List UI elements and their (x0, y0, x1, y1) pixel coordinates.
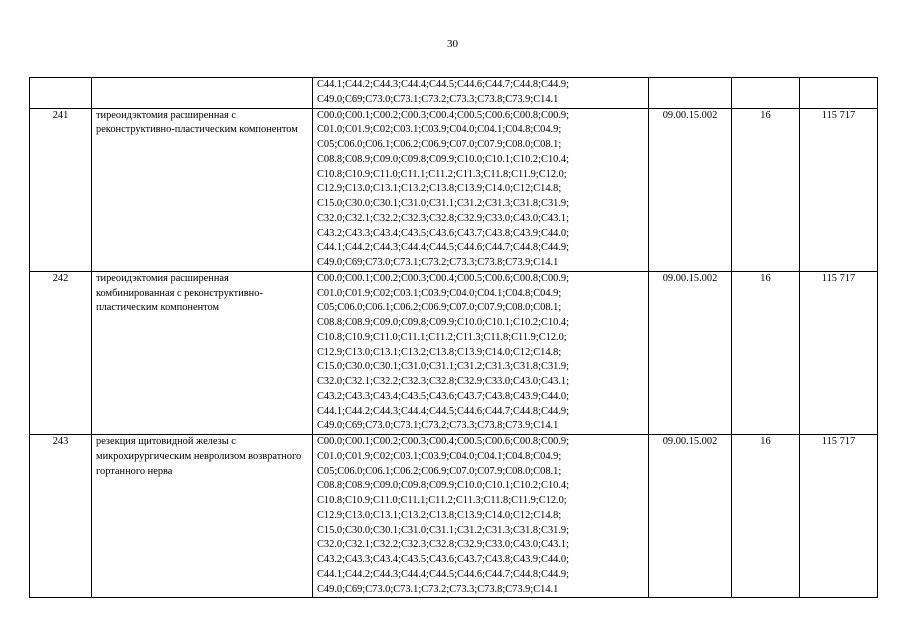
tariff-table (29, 77, 878, 598)
model-cell: 09.00.15.002 (649, 108, 732, 271)
group-cell: 16 (732, 108, 800, 271)
code-line: C00.0;C00.1;C00.2;C00.3;C00.4;C00.5;C00.6;C00.8;C00.9; (317, 272, 570, 284)
code-line: C12.9;C13.0;C13.1;C13.2;C13.8;C13.9;C14.0;C12;C14.8; (317, 346, 562, 358)
code-line: C15.0;C30.0;C30.1;C31.0;C31.1;C31.2;C31.3;C31.8;C31.9; (317, 524, 570, 536)
num-cell: 242 (30, 271, 92, 434)
code-line: C43.2;C43.3;C43.4;C43.5;C43.6;C43.7;C43.8;C43.9;C44.0; (317, 390, 570, 402)
name-cell: тиреоидэктомия расширенная комбинированная с реконструктивно-пластическим компонентом (92, 271, 313, 434)
code-line: C08.8;C08.9;C09.0;C09.8;C09.9;C10.0;C10.1;C10.2;C10.4; (317, 480, 570, 492)
code-line: C44.1;C44.2;C44.3;C44.4;C44.5;C44.6;C44.7;C44.8;C44.9; (317, 568, 570, 580)
price-cell: 115 717 (800, 108, 878, 271)
code-line: C00.0;C00.1;C00.2;C00.3;C00.4;C00.5;C00.6;C00.8;C00.9; (317, 109, 570, 121)
code-line: C44.1;C44.2;C44.3;C44.4;C44.5;C44.6;C44.7;C44.8;C44.9; (317, 79, 570, 90)
name-cell (92, 78, 313, 109)
continuation-row (30, 78, 878, 109)
name-cell: резекция щитовидной железы с микрохирургическим невролизом возвратного гортанного нерва (92, 435, 313, 598)
price-cell: 115 717 (800, 271, 878, 434)
name-cell: тиреоидэктомия расширенная с реконструктивно-пластическим компонентом (92, 108, 313, 271)
code-line: C49.0;C69;C73.0;C73.1;C73.2;C73.3;C73.8;C73.9;C14.1 (317, 420, 559, 432)
code-line: C15.0;C30.0;C30.1;C31.0;C31.1;C31.2;C31.3;C31.8;C31.9; (317, 198, 570, 209)
code-line: C12.9;C13.0;C13.1;C13.2;C13.8;C13.9;C14.0;C12;C14.8; (317, 183, 562, 195)
code-line: C08.8;C08.9;C09.0;C09.8;C09.9;C10.0;C10.1;C10.2;C10.4; (317, 153, 570, 165)
code-line: C01.0;C01.9;C02;C03.1;C03.9;C04.0;C04.1;C04.8;C04.9; (317, 450, 562, 462)
group-cell (732, 78, 800, 109)
code-line: C10.8;C10.9;C11.0;C11.1;C11.2;C11.3;C11.8;C11.9;C12.0; (317, 495, 567, 506)
model-cell: 09.00.15.002 (649, 435, 732, 598)
code-line: C32.0;C32.1;C32.2;C32.3;C32.8;C32.9;C33.0;C43.0;C43.1; (317, 212, 570, 224)
code-line: C10.8;C10.9;C11.0;C11.1;C11.2;C11.3;C11.8;C11.9;C12.0; (317, 331, 567, 343)
code-line: C44.1;C44.2;C44.3;C44.4;C44.5;C44.6;C44.7;C44.8;C44.9; (317, 242, 570, 254)
price-cell: 115 717 (800, 435, 878, 598)
code-line: C43.2;C43.3;C43.4;C43.5;C43.6;C43.7;C43.8;C43.9;C44.0; (317, 227, 570, 239)
codes-cell (313, 78, 649, 109)
price-cell (800, 78, 878, 109)
code-line: C01.0;C01.9;C02;C03.1;C03.9;C04.0;C04.1;C04.8;C04.9; (317, 287, 562, 299)
num-cell: 241 (30, 108, 92, 271)
table-row (30, 271, 878, 434)
model-cell (649, 78, 732, 109)
group-cell: 16 (732, 435, 800, 598)
code-line: C12.9;C13.0;C13.1;C13.2;C13.8;C13.9;C14.0;C12;C14.8; (317, 509, 562, 521)
code-line: C49.0;C69;C73.0;C73.1;C73.2;C73.3;C73.8;C73.9;C14.1 (317, 93, 559, 105)
code-line: C49.0;C69;C73.0;C73.1;C73.2;C73.3;C73.8;C73.9;C14.1 (317, 583, 559, 595)
code-line: C49.0;C69;C73.0;C73.1;C73.2;C73.3;C73.8;C73.9;C14.1 (317, 257, 559, 268)
num-cell (30, 78, 92, 109)
code-line: C32.0;C32.1;C32.2;C32.3;C32.8;C32.9;C33.0;C43.0;C43.1; (317, 539, 570, 551)
code-line: C44.1;C44.2;C44.3;C44.4;C44.5;C44.6;C44.7;C44.8;C44.9; (317, 405, 570, 417)
codes-cell (313, 435, 649, 598)
group-cell: 16 (732, 271, 800, 434)
codes-cell (313, 108, 649, 271)
code-line: C10.8;C10.9;C11.0;C11.1;C11.2;C11.3;C11.8;C11.9;C12.0; (317, 168, 567, 180)
code-line: C05;C06.0;C06.1;C06.2;C06.9;C07.0;C07.9;C08.0;C08.1; (317, 302, 562, 314)
code-line: C15.0;C30.0;C30.1;C31.0;C31.1;C31.2;C31.3;C31.8;C31.9; (317, 361, 570, 373)
code-line: C05;C06.0;C06.1;C06.2;C06.9;C07.0;C07.9;C08.0;C08.1; (317, 139, 562, 150)
code-line: C01.0;C01.9;C02;C03.1;C03.9;C04.0;C04.1;C04.8;C04.9; (317, 124, 562, 136)
code-line: C00.0;C00.1;C00.2;C00.3;C00.4;C00.5;C00.6;C00.8;C00.9; (317, 436, 570, 447)
code-line: C32.0;C32.1;C32.2;C32.3;C32.8;C32.9;C33.0;C43.0;C43.1; (317, 376, 570, 387)
codes-cell (313, 271, 649, 434)
code-line: C43.2;C43.3;C43.4;C43.5;C43.6;C43.7;C43.8;C43.9;C44.0; (317, 554, 570, 565)
num-cell: 243 (30, 435, 92, 598)
code-line: C05;C06.0;C06.1;C06.2;C06.9;C07.0;C07.9;C08.0;C08.1; (317, 465, 562, 477)
page-number: 30 (447, 38, 458, 50)
model-cell: 09.00.15.002 (649, 271, 732, 434)
table-row (30, 435, 878, 598)
table-row (30, 108, 878, 271)
code-line: C08.8;C08.9;C09.0;C09.8;C09.9;C10.0;C10.1;C10.2;C10.4; (317, 317, 570, 328)
